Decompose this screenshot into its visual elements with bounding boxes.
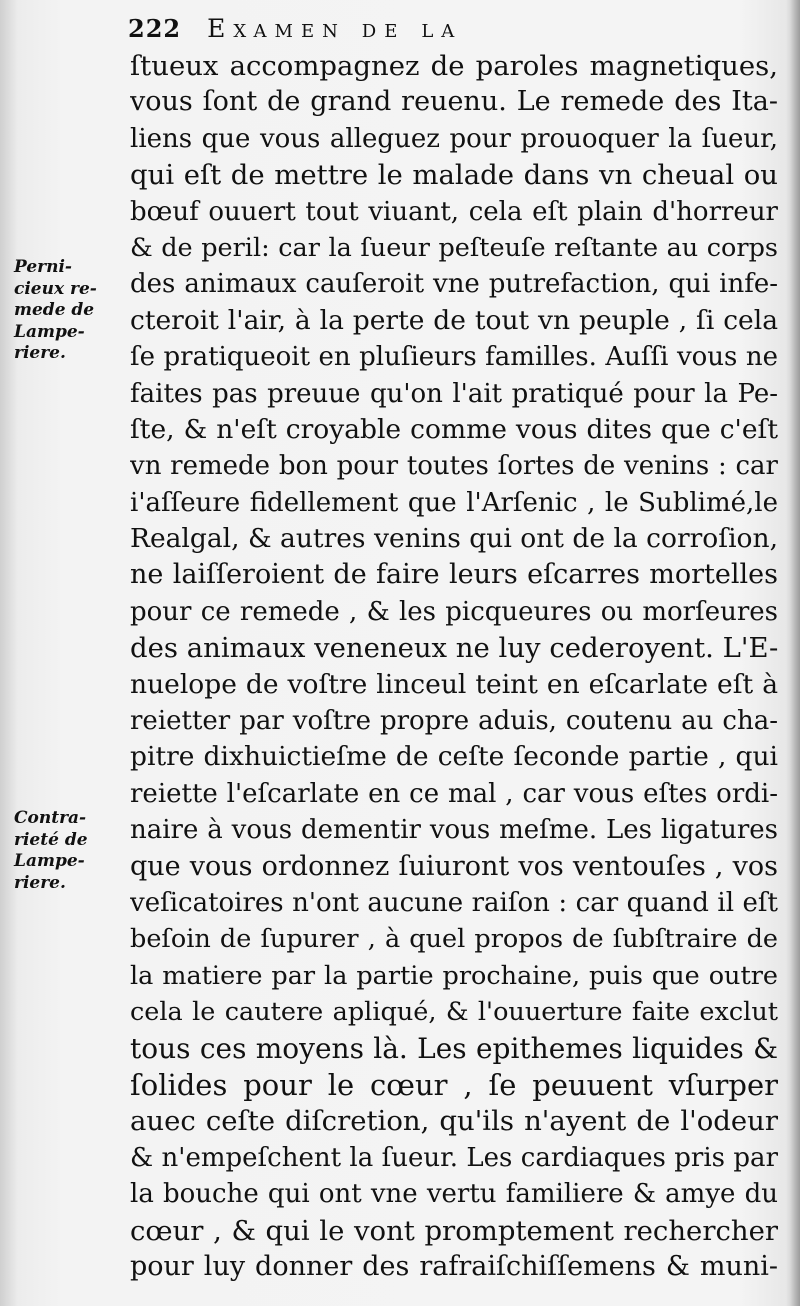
text-line: veſicatoires n'ont aucune raiſon : car quand il eſt bbox=[130, 887, 778, 918]
text-line: cela le cautere apliqué, & l'ouuerture faite exclut bbox=[130, 997, 778, 1028]
text-line: des animaux cauſeroit vne putrefaction, qui infe- bbox=[130, 269, 778, 300]
text-line: ſolides pour le cœur , ſe peuuent vſurper bbox=[130, 1067, 778, 1102]
text-line: reietter par voſtre propre aduis, coutenu au cha- bbox=[130, 706, 778, 737]
text-line: & n'empeſchent la ſueur. Les cardiaques pris par bbox=[130, 1142, 778, 1173]
text-line: naire à vous dementir vous meſme. Les ligatures bbox=[130, 815, 778, 846]
margin-note-line: Lampe- bbox=[14, 321, 85, 342]
body-text bbox=[130, 48, 778, 1285]
margin-note-line: Lampe- bbox=[14, 851, 85, 871]
text-line: auec ceſte diſcretion, qu'ils n'ayent de l'odeur bbox=[130, 1105, 778, 1138]
text-line: bœuf ouuert tout viuant, cela eſt plain d'horreur bbox=[130, 196, 778, 227]
text-line: des animaux veneneux ne luy cederoyent. L'E- bbox=[130, 632, 778, 665]
text-line: la matiere par la partie prochaine, puis que outre bbox=[130, 960, 778, 991]
text-line: reiette l'eſcarlate en ce mal , car vous eſtes ordi- bbox=[130, 778, 778, 809]
margin-note-line: Contra- bbox=[14, 808, 87, 828]
text-line: ne laiſſeroient de faire leurs eſcarres mortelles bbox=[130, 559, 778, 591]
text-line: pour luy donner des rafraiſchiſſemens & muni- bbox=[130, 1250, 778, 1282]
margin-note bbox=[14, 257, 124, 365]
margin-note-line: rieté de bbox=[14, 829, 88, 850]
margin-note-line: riere. bbox=[14, 872, 66, 893]
text-line: ſtueux accompagnez de paroles magnetiques, bbox=[130, 50, 778, 82]
text-line: beſoin de ſupurer , à quel propos de ſubſtraire de bbox=[130, 924, 778, 955]
text-line: ſe pratiqueoit en pluſieurs familles. Auſſi vous ne bbox=[130, 342, 778, 373]
text-line: que vous ordonnez ſuiuront vos ventouſes , vos bbox=[130, 850, 778, 882]
text-line: cœur , & qui le vont promptement rechercher bbox=[130, 1214, 778, 1247]
margin-note-line: mede de bbox=[14, 300, 95, 320]
text-line: tous ces moyens là. Les epithemes liquides & bbox=[130, 1031, 778, 1065]
margin-note-line: Perni- bbox=[14, 257, 72, 277]
margin-note-line: riere. bbox=[14, 343, 66, 363]
text-line: qui eſt de mettre le malade dans vn cheual ou bbox=[130, 159, 778, 192]
text-line: i'aſſeure fidellement que l'Arſenic , le Sublimé,le bbox=[130, 487, 778, 518]
page-number: 222 bbox=[128, 14, 182, 43]
text-line: vn remede bon pour toutes ſortes de venins : car bbox=[130, 451, 778, 482]
text-line: faites pas preuue qu'on l'ait pratiqué pour la Pe- bbox=[130, 378, 778, 409]
text-line: pour ce remede , & les picqueures ou morſeures bbox=[130, 596, 778, 627]
text-line: Realgal, & autres venins qui ont de la corroſion, bbox=[130, 523, 778, 555]
margin-note bbox=[14, 808, 124, 894]
text-line: cteroit l'air, à la perte de tout vn peuple , ſi cela bbox=[130, 304, 778, 336]
page-header bbox=[128, 14, 608, 46]
margin-note-line: cieux re- bbox=[14, 278, 97, 299]
text-line: & de peril: car la ſueur peſteuſe reſtante au corps bbox=[130, 232, 778, 263]
page-edge-shadow bbox=[786, 0, 800, 1306]
text-line: nuelope de voſtre linceul teint en eſcarlate eſt à bbox=[130, 668, 778, 700]
text-line: vous ſont de grand reuenu. Le remede des Ita- bbox=[130, 86, 778, 118]
text-line: liens que vous alleguez pour prouoquer la ſueur, bbox=[130, 123, 778, 154]
text-line: ſte, & n'eſt croyable comme vous dites que c'eſt bbox=[130, 413, 778, 445]
running-head: Examen de la bbox=[207, 14, 463, 43]
text-line: pitre dixhuictieſme de ceſte ſeconde partie , qui bbox=[130, 741, 778, 773]
text-line: la bouche qui ont vne vertu familiere & amye du bbox=[130, 1179, 778, 1210]
